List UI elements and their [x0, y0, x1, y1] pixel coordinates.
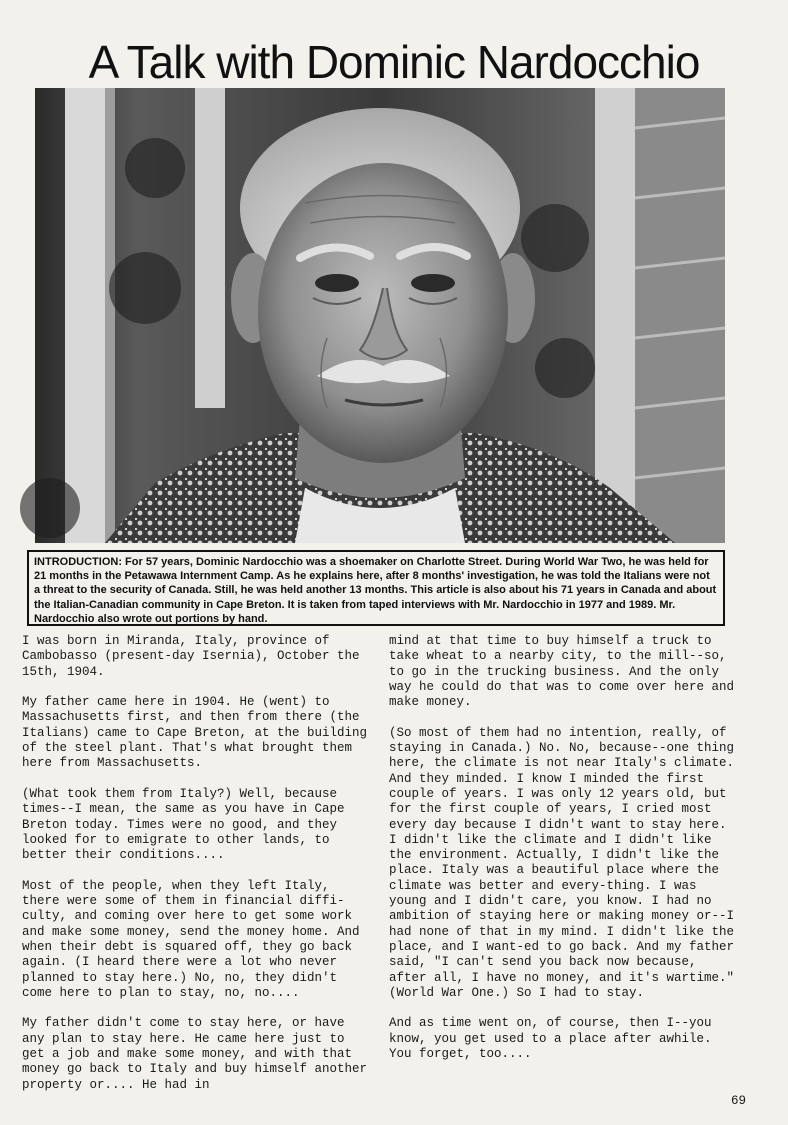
paragraph: (So most of them had no intention, really, of staying in Canada.) No. No, because--one thing here, the climate is not near Italy's climate. And they minded. I know I minded the first couple of years. I was only 12 years old, but for the first couple of years, I cried most every day because I didn't want to stay here. I didn't like the climate and I didn't like the environment. Actually, I didn't like the place. Italy was a beautiful place where the climate was better and every-thing. I was young and I didn't care, you know. I had no ambition of staying here or making money or--I had none of that in my mind. I didn't like the place, and I want-ed to go back. And my father said, "I can't send you back now because, after all, I have no money, and it's wartime." (World War One.) So I had to stay. [389, 725, 735, 1000]
paragraph: And as time went on, of course, then I--you know, you get used to a place after awhile. You forget, too.... [389, 1016, 712, 1062]
paragraph: I was born in Miranda, Italy, province of Cambobasso (present-day Isernia), October the 15th, 1904. [22, 634, 360, 679]
paragraph: My father didn't come to stay here, or have any plan to stay here. He came here just to get a job and make some money, and with that money go back to Italy and buy himself another property or.... He had in [22, 1016, 368, 1092]
portrait-photo [35, 88, 725, 543]
paragraph: (What took them from Italy?) Well, because times--I mean, the same as you have in Cape Breton today. Times were no good, and they looked for to emigrate to other lands, to better their conditions.... [22, 786, 345, 863]
right-column [389, 634, 741, 1084]
page-title: A Talk with Dominic Nardocchio [88, 36, 700, 88]
paragraph: Most of the people, when they left Italy, there were some of them in financial diffi-culty, and coming over here to get some work and make some money, send the money home. And when their debt is squared off, they go back again. (I heard there were a lot who never planned to stay here.) No, no, they didn't come here to plan to stay, no, no.... [22, 878, 360, 1000]
paragraph: My father came here in 1904. He (went) to Massachusetts first, and then from there (the Italians) came to Cape Breton, at the building of the steel plant. That's what brought them here from Massachusetts. [22, 695, 368, 771]
introduction-box: INTRODUCTION: For 57 years, Dominic Nardocchio was a shoemaker on Charlotte Street. During World War Two, he was held for 21 months in the Petawawa Internment Camp. As he explains here, after 8 months' investigation, he was told the Italians were not a threat to the security of Canada. Still, he was held another 13 months. This article is also about his 71 years in Canada and about the Italian-Canadian community in Cape Breton. It is taken from taped interviews with Mr. Nardocchio in 1977 and 1989. Mr. Nardocchio also wrote out portions by hand. [27, 550, 725, 626]
page-number: 69 [731, 1094, 747, 1108]
paragraph: mind at that time to buy himself a truck to take wheat to a nearby city, to the mill--so, to go in the trucking business. And the only way he could do that was to come over here and make money. [389, 634, 735, 710]
left-column [22, 634, 374, 1092]
